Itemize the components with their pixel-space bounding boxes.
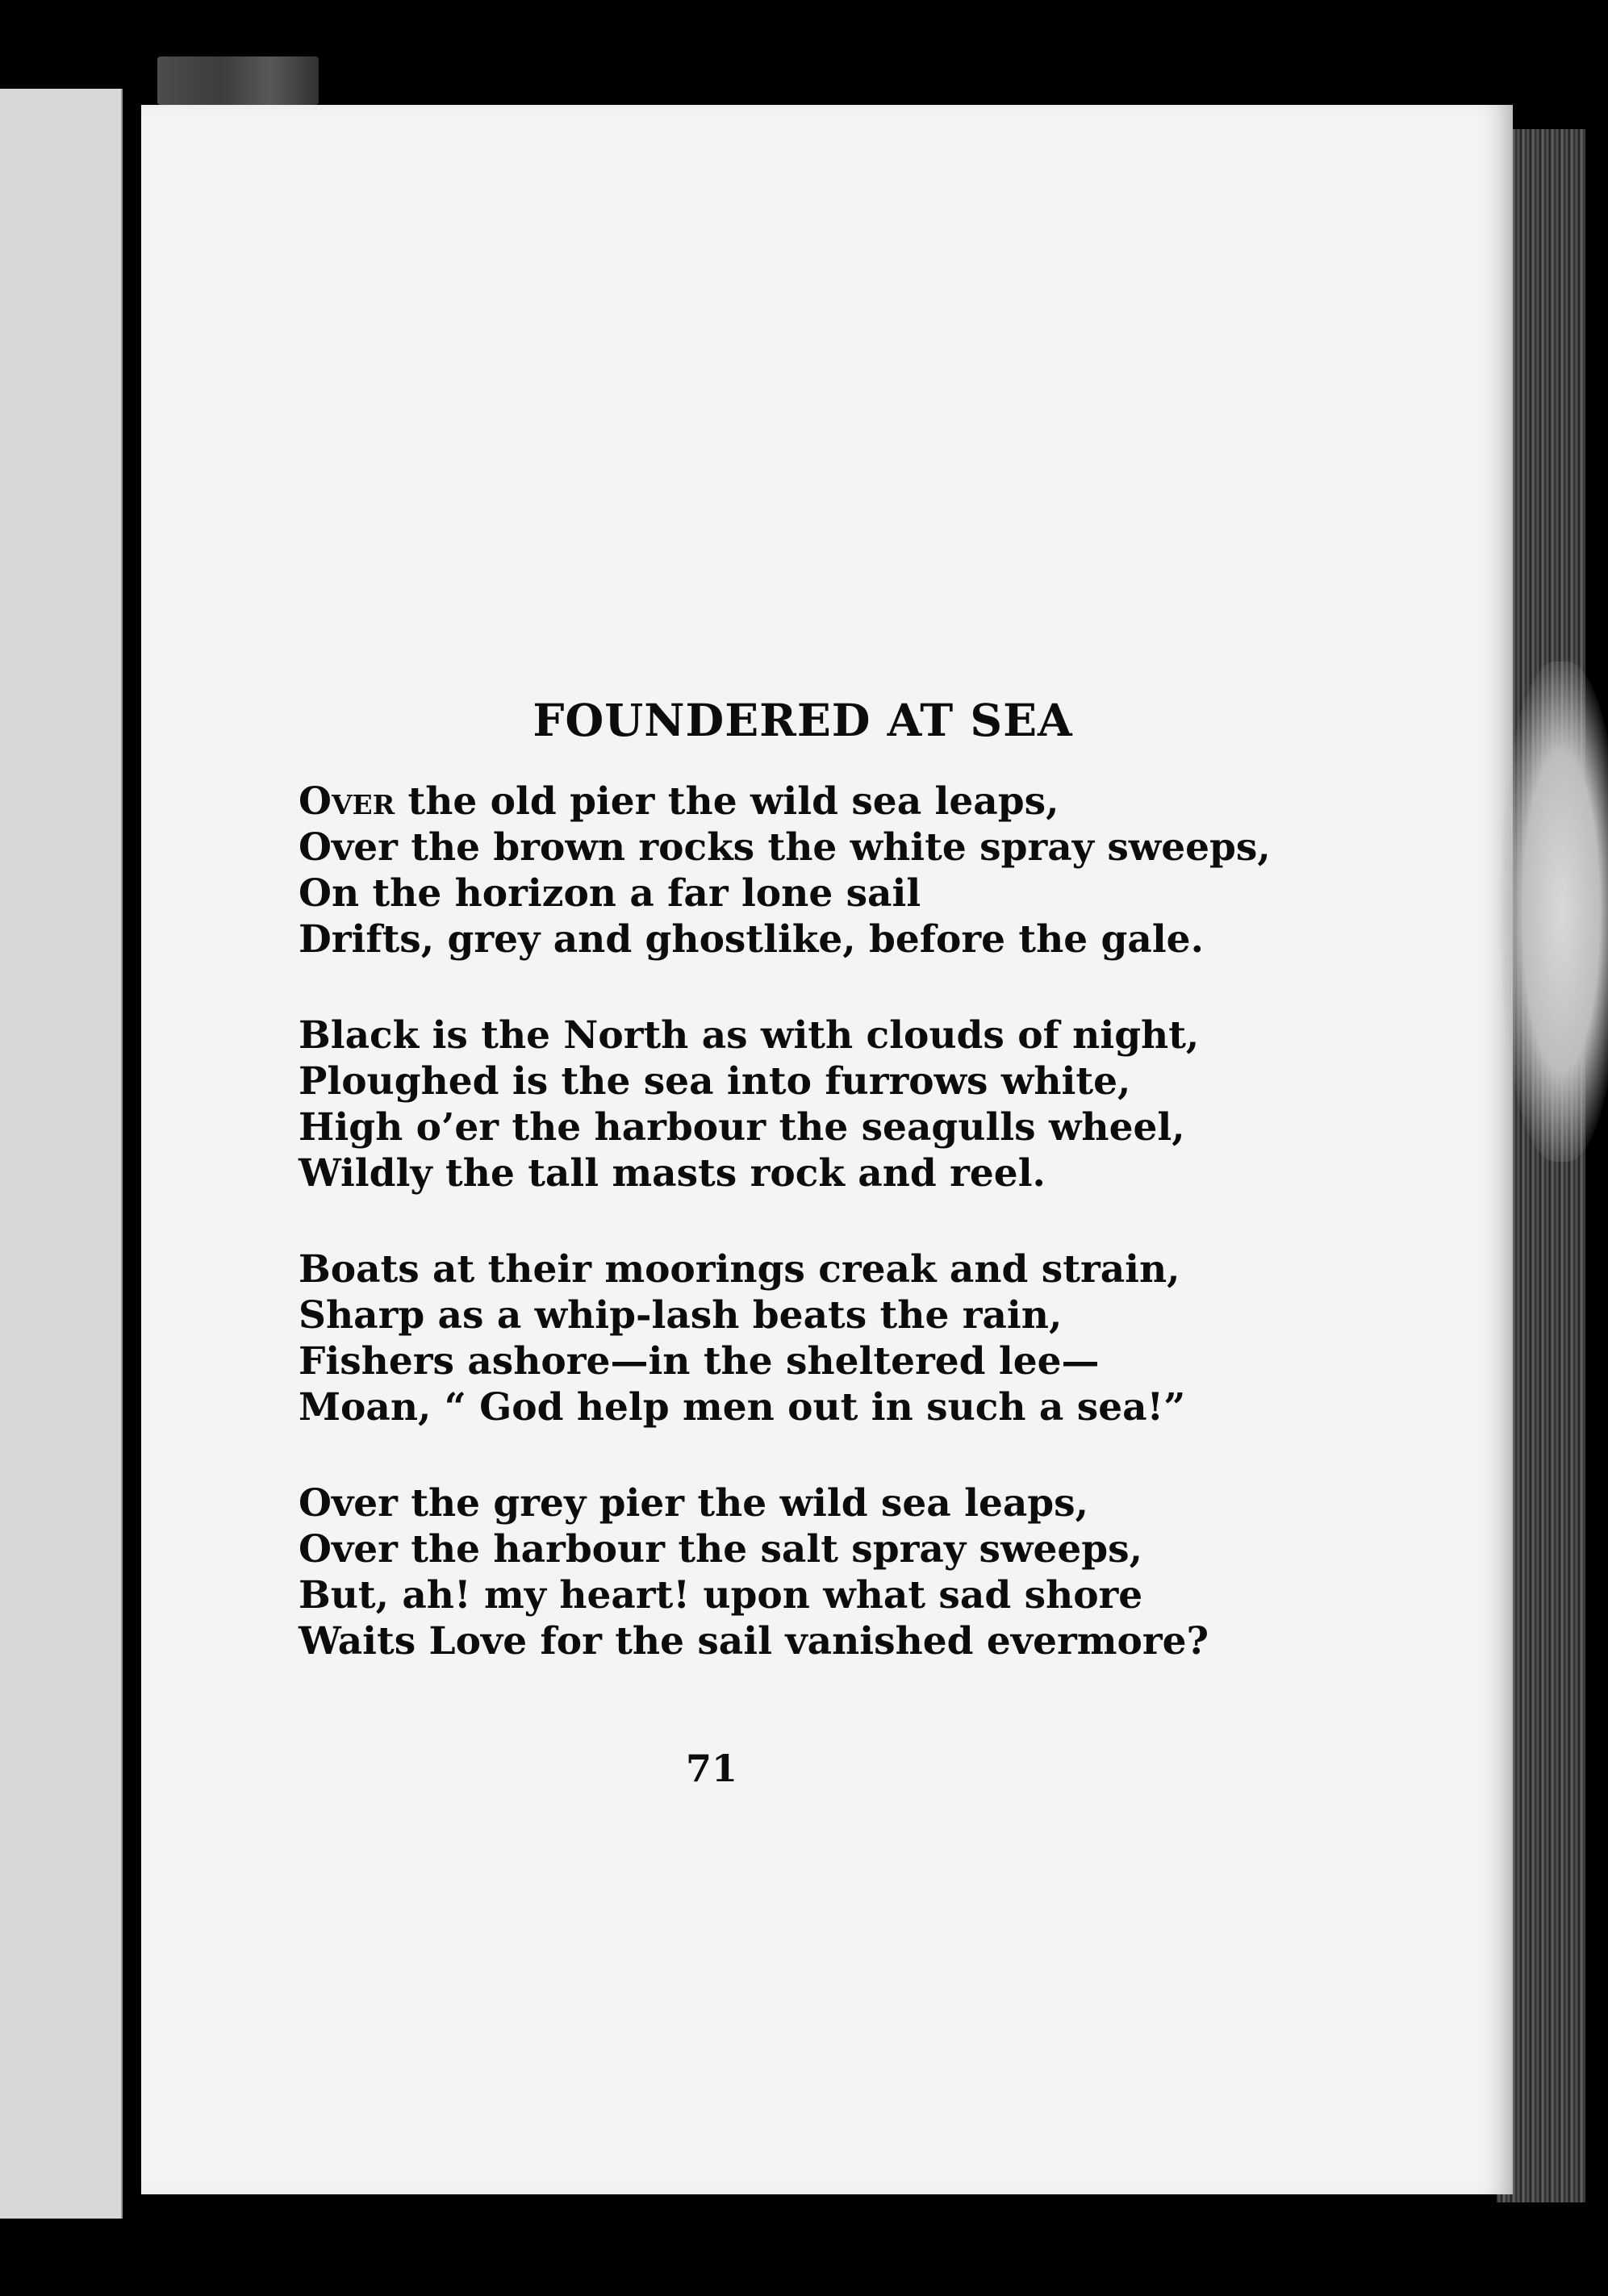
first-word: Over xyxy=(299,779,395,824)
poem-line: Over the grey pier the wild sea leaps, xyxy=(299,1481,1088,1526)
line-rest: the old pier the wild sea leaps, xyxy=(395,779,1059,824)
stanza-4 xyxy=(299,1480,1234,1664)
poem-line: Sharp as a whip-lash beats the rain, xyxy=(299,1293,1063,1338)
stanza-2 xyxy=(299,1012,1234,1196)
stanza-3 xyxy=(299,1246,1234,1430)
paper-stain xyxy=(1501,662,1608,1162)
poem-line: Ploughed is the sea into furrows white, xyxy=(299,1059,1131,1104)
poem-line: But, ah! my heart! upon what sad shore xyxy=(299,1573,1143,1618)
poem-line: Black is the North as with clouds of night, xyxy=(299,1013,1200,1058)
page-number: 71 xyxy=(686,1747,738,1790)
poem-line: Drifts, grey and ghostlike, before the gale. xyxy=(299,917,1204,962)
poem-line xyxy=(299,779,1234,824)
poem-title: FOUNDERED AT SEA xyxy=(533,694,1073,746)
poem-line: Over the harbour the salt spray sweeps, xyxy=(299,1527,1142,1572)
poem-line: Boats at their moorings creak and strain, xyxy=(299,1247,1180,1292)
poem-line: Over the brown rocks the white spray sweeps, xyxy=(299,825,1271,870)
poem-line: Waits Love for the sail vanished evermore? xyxy=(299,1619,1209,1664)
top-edge-mark xyxy=(157,56,319,105)
poem-line: Wildly the tall masts rock and reel. xyxy=(299,1151,1046,1196)
poem-line: High o’er the harbour the seagulls wheel, xyxy=(299,1105,1185,1150)
poem-line: On the horizon a far lone sail xyxy=(299,871,921,916)
poem-line: Moan, “ God help men out in such a sea!” xyxy=(299,1385,1186,1430)
poem xyxy=(299,694,1271,1714)
poem-line: Fishers ashore—in the sheltered lee— xyxy=(299,1339,1100,1384)
facing-page-edge xyxy=(0,89,123,2219)
stanza-1 xyxy=(299,779,1271,962)
